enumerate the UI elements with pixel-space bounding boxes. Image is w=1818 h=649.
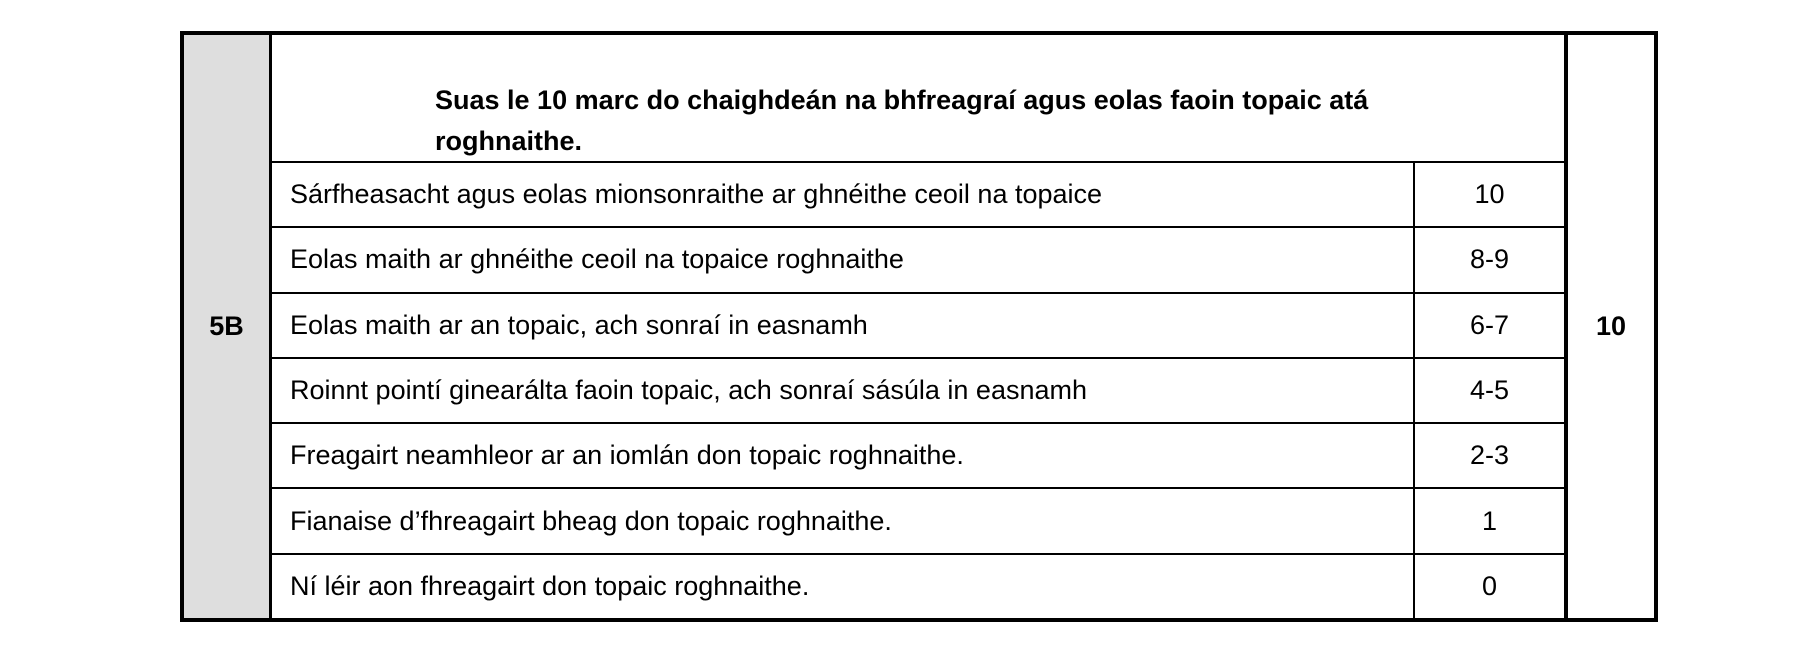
criteria-row — [272, 359, 1564, 424]
criteria-marks-cell — [1415, 228, 1564, 291]
criteria-marks: 6-7 — [1469, 309, 1510, 340]
criteria-description: Ní léir aon fhreagairt don topaic roghnaithe. — [290, 570, 810, 601]
criteria-row — [272, 555, 1564, 618]
criteria-marks-cell — [1415, 163, 1564, 226]
criteria-description-cell — [272, 228, 1415, 291]
total-marks: 10 — [1595, 311, 1627, 341]
criteria-marks-cell — [1415, 294, 1564, 357]
header-cell — [272, 35, 1564, 163]
criteria-description-cell — [272, 424, 1415, 487]
criteria-marks-cell — [1415, 424, 1564, 487]
criteria-row — [272, 489, 1564, 554]
criteria-description: Eolas maith ar ghnéithe ceoil na topaice roghnaithe — [290, 244, 904, 275]
criteria-description-cell — [272, 489, 1415, 552]
criteria-description-cell — [272, 163, 1415, 226]
criteria-marks: 0 — [1481, 570, 1498, 601]
section-label: 5B — [209, 311, 244, 341]
criteria-description: Roinnt pointí ginearálta faoin topaic, ach sonraí sásúla in easnamh — [290, 374, 1088, 405]
criteria-description: Eolas maith ar an topaic, ach sonraí in easnamh — [290, 309, 868, 340]
criteria-marks-cell — [1415, 489, 1564, 552]
criteria-row — [272, 163, 1564, 228]
section-label-cell — [184, 35, 272, 618]
criteria-marks-cell — [1415, 359, 1564, 422]
criteria-description-cell — [272, 359, 1415, 422]
marking-scheme-table — [180, 31, 1658, 622]
total-marks-cell — [1568, 35, 1654, 618]
header-text: Suas le 10 marc do chaighdeán na bhfreagraí agus eolas faoin topaic atá roghnaithe. — [435, 85, 1369, 156]
criteria-description: Fianaise d’fhreagairt bheag don topaic roghnaithe. — [290, 505, 892, 536]
criteria-row — [272, 294, 1564, 359]
criteria-description-cell — [272, 555, 1415, 618]
criteria-description: Freagairt neamhleor ar an iomlán don topaic roghnaithe. — [290, 440, 964, 471]
criteria-column — [272, 35, 1568, 618]
criteria-marks: 1 — [1481, 505, 1498, 536]
criteria-marks: 8-9 — [1469, 244, 1510, 275]
criteria-row — [272, 424, 1564, 489]
criteria-row — [272, 228, 1564, 293]
criteria-marks-cell — [1415, 555, 1564, 618]
criteria-description: Sárfheasacht agus eolas mionsonraithe ar ghnéithe ceoil na topaice — [290, 179, 1103, 210]
criteria-marks: 4-5 — [1469, 374, 1510, 405]
criteria-marks: 10 — [1474, 179, 1505, 210]
criteria-description-cell — [272, 294, 1415, 357]
criteria-marks: 2-3 — [1469, 440, 1510, 471]
